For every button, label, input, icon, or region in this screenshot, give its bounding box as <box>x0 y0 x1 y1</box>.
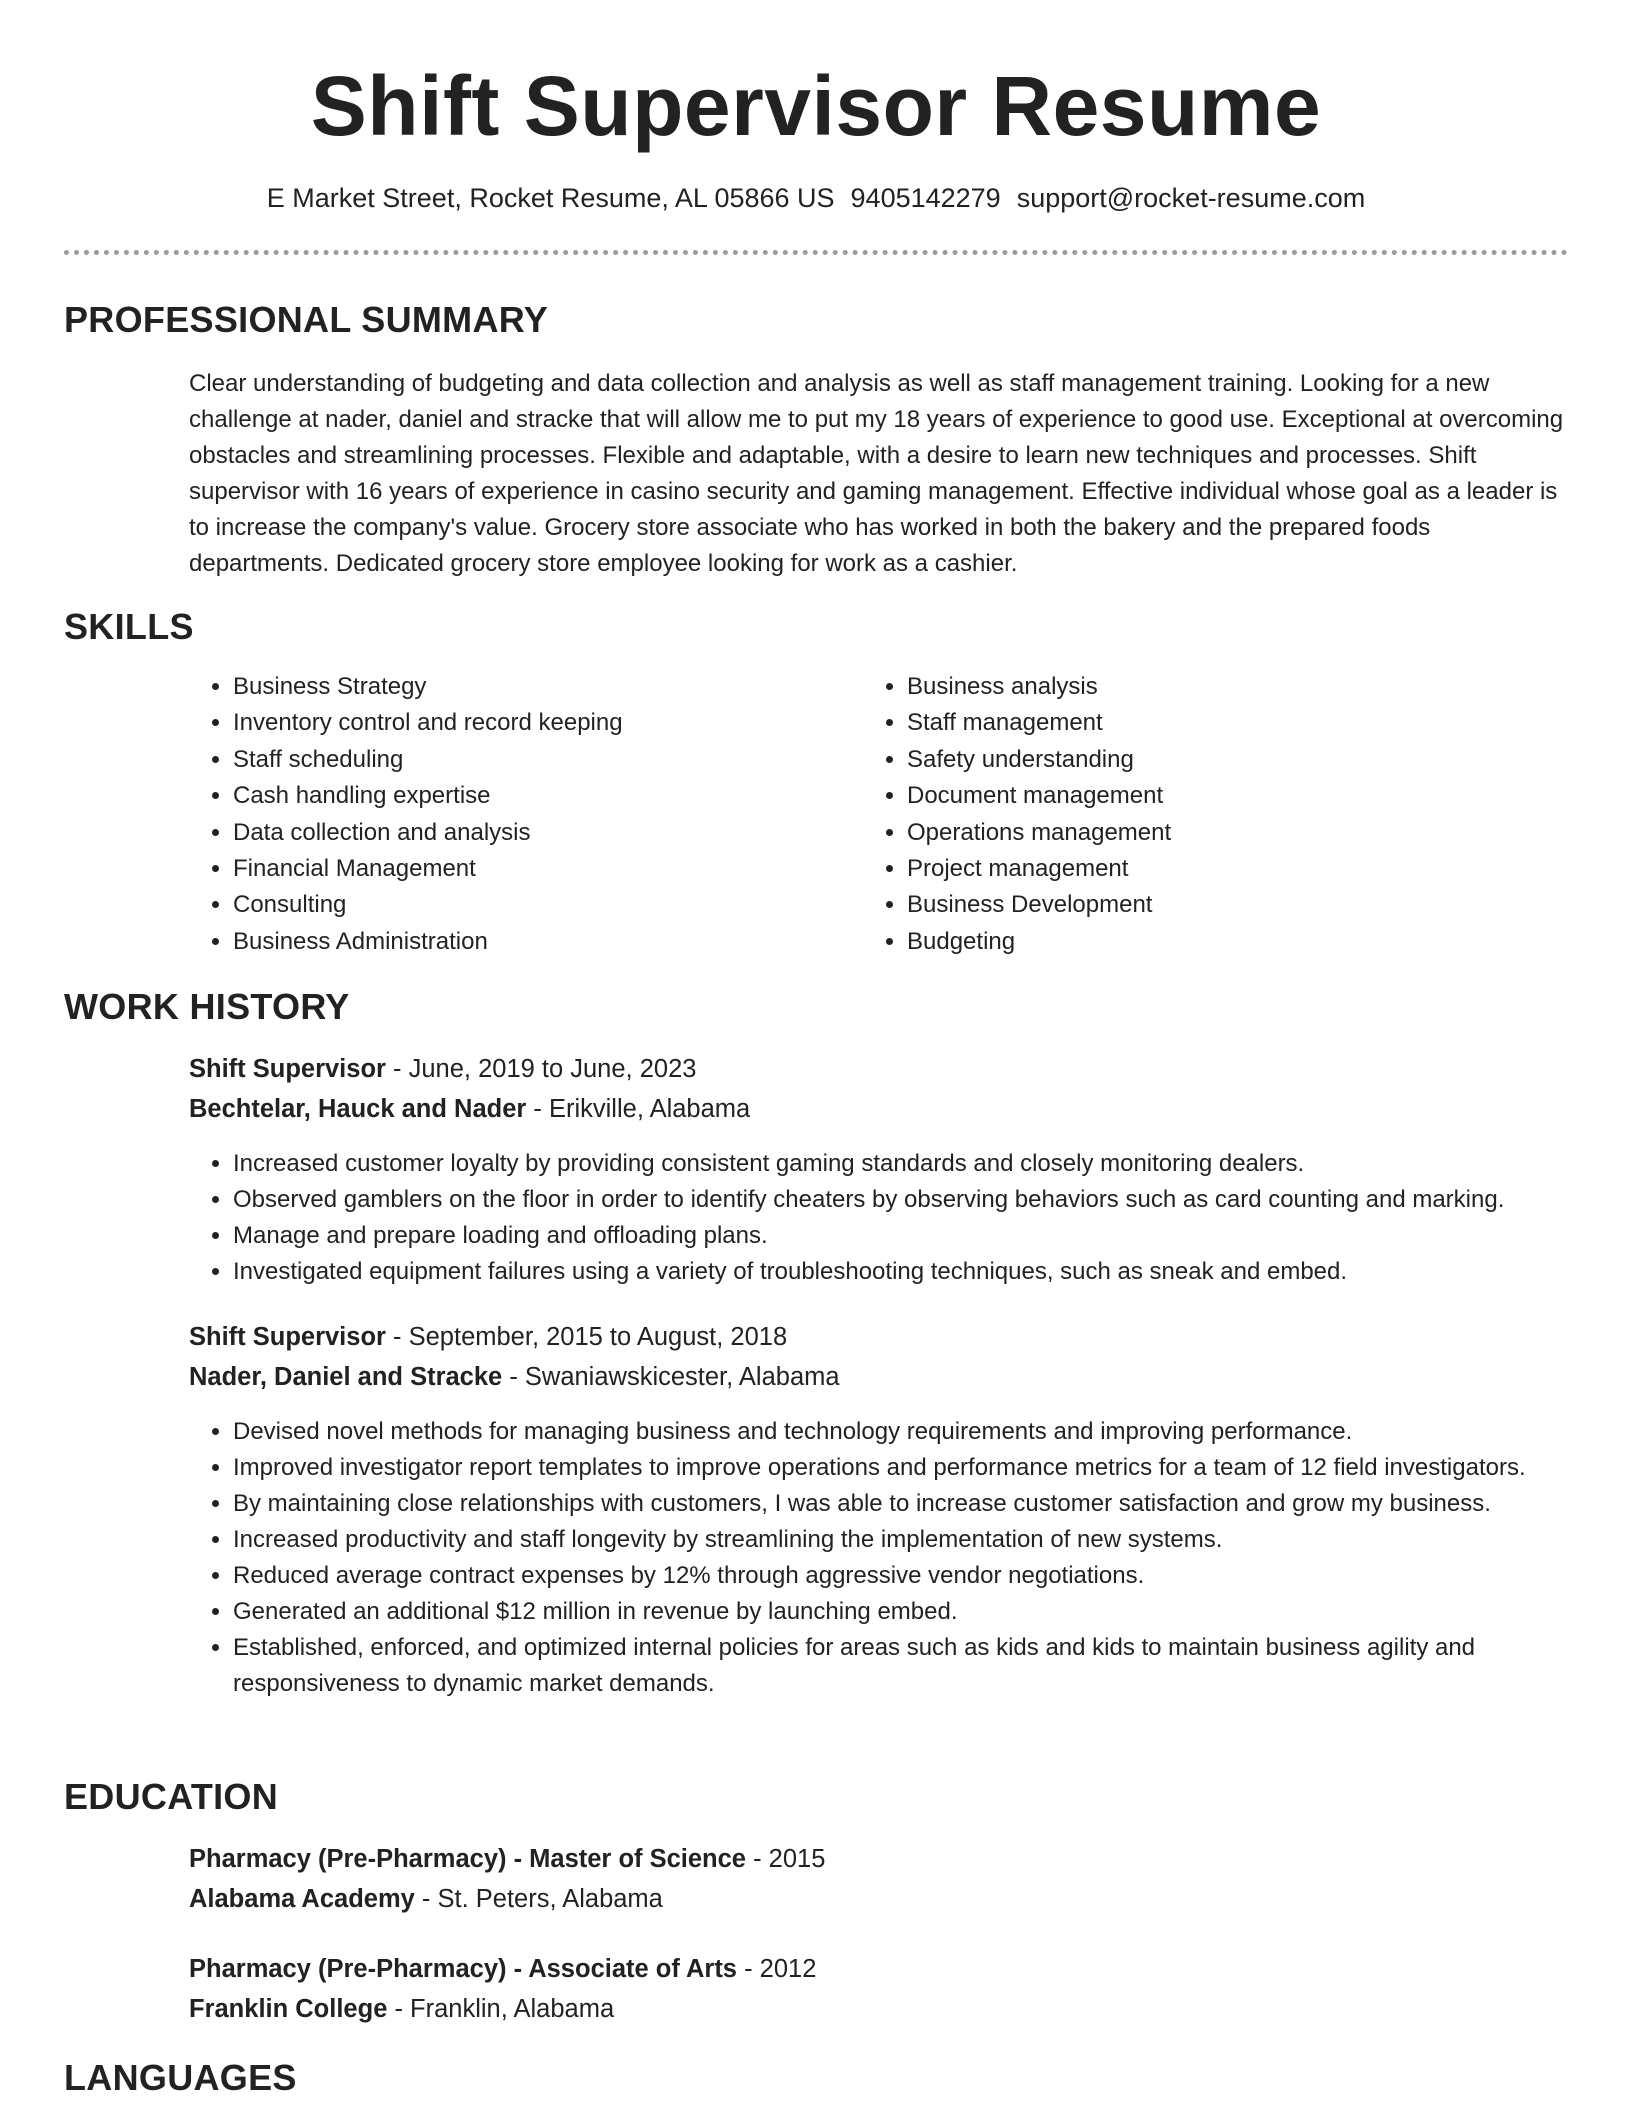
education-year: - 2012 <box>737 1955 817 1983</box>
skill-item: • Financial Management <box>233 851 853 887</box>
education-degree: Pharmacy (Pre-Pharmacy) - Associate of Arts <box>189 1955 737 1983</box>
education-school: Alabama Academy <box>189 1885 415 1913</box>
resume-title: Shift Supervisor Resume <box>310 59 1322 153</box>
work-history-heading: WORK HISTORY <box>64 986 350 1027</box>
list-item: • Devised novel methods for managing business and technology requirements and improving performance. <box>233 1414 1613 1450</box>
education-school: Franklin College <box>189 1995 388 2023</box>
education-school-line <box>189 1881 663 1917</box>
contact-phone[interactable]: 9405142279 <box>850 183 1001 213</box>
languages-heading: LANGUAGES <box>64 2057 297 2098</box>
job-company: Nader, Daniel and Stracke <box>189 1363 503 1391</box>
list-item: • Reduced average contract expenses by 12% through aggressive vendor negotiations. <box>233 1558 1613 1594</box>
education-degree-line <box>189 1841 825 1877</box>
education-heading: EDUCATION <box>64 1776 279 1817</box>
summary-text: Clear understanding of budgeting and data collection and analysis as well as staff management training. Looking for a new challenge at nader, daniel and stracke that will allow me to put my 18 years of experience to good use. Exceptional at overcoming obstacles and streamlining processes. Flexible and adaptable, with a desire to learn new techniques and processes. Shift supervisor with 16 years of experience in casino security and gaming management. Effective individual whose goal as a leader is to increase the company's value. Grocery store associate who has worked in both the bakery and the prepared foods departments. Dedicated grocery store employee looking for work as a cashier. <box>189 370 1564 577</box>
skill-item: • Operations management <box>907 815 1527 851</box>
job-bullets <box>189 1146 1613 1290</box>
contact-email[interactable]: support@rocket-resume.com <box>1016 183 1366 213</box>
contact-line <box>0 180 1632 216</box>
skill-item: • Staff scheduling <box>233 742 853 778</box>
education-degree-line <box>189 1951 816 1987</box>
education-degree: Pharmacy (Pre-Pharmacy) - Master of Science <box>189 1845 746 1873</box>
skill-item: • Consulting <box>233 887 853 923</box>
skill-item: • Cash handling expertise <box>233 778 853 814</box>
skills-heading: SKILLS <box>64 606 194 647</box>
skill-item: • Project management <box>907 851 1527 887</box>
list-item: • Improved investigator report templates to improve operations and performance metrics for a team of 12 field investigators. <box>233 1450 1613 1486</box>
job-company-line <box>189 1091 750 1127</box>
job-company: Bechtelar, Hauck and Nader <box>189 1095 527 1123</box>
list-item: • Observed gamblers on the floor in order to identify cheaters by observing behaviors such as card counting and marking. <box>233 1182 1613 1218</box>
skill-item: • Business Administration <box>233 924 853 960</box>
job-location: - Erikville, Alabama <box>526 1095 751 1123</box>
skills-list-right <box>863 669 1527 960</box>
list-item: • Generated an additional $12 million in revenue by launching embed. <box>233 1594 1613 1630</box>
list-item: • Established, enforced, and optimized internal policies for areas such as kids and kids to maintain business agility and responsiveness to dynamic market demands. <box>233 1630 1613 1702</box>
contact-address: E Market Street, Rocket Resume, AL 05866 US <box>266 183 835 213</box>
skill-item: • Safety understanding <box>907 742 1527 778</box>
job-title-line <box>189 1319 787 1355</box>
skills-list-left <box>189 669 853 960</box>
skill-item: • Business Development <box>907 887 1527 923</box>
skill-item: • Staff management <box>907 705 1527 741</box>
job-bullets <box>189 1414 1613 1702</box>
list-item: • By maintaining close relationships with customers, I was able to increase customer satisfaction and grow my business. <box>233 1486 1613 1522</box>
skill-item: • Document management <box>907 778 1527 814</box>
list-item: • Manage and prepare loading and offloading plans. <box>233 1218 1613 1254</box>
list-item: • Investigated equipment failures using a variety of troubleshooting techniques, such as sneak and embed. <box>233 1254 1613 1290</box>
list-item: • Increased customer loyalty by providing consistent gaming standards and closely monitoring dealers. <box>233 1146 1613 1182</box>
job-title: Shift Supervisor <box>189 1055 386 1083</box>
job-title: Shift Supervisor <box>189 1323 386 1351</box>
skill-item: • Budgeting <box>907 924 1527 960</box>
job-company-line <box>189 1359 840 1395</box>
skill-item: • Data collection and analysis <box>233 815 853 851</box>
skill-item: • Inventory control and record keeping <box>233 705 853 741</box>
education-location: - Franklin, Alabama <box>387 1995 615 2023</box>
education-year: - 2015 <box>746 1845 826 1873</box>
list-item: • Increased productivity and staff longevity by streamlining the implementation of new systems. <box>233 1522 1613 1558</box>
skill-item: • Business Strategy <box>233 669 853 705</box>
summary-heading: PROFESSIONAL SUMMARY <box>64 299 549 340</box>
job-title-line <box>189 1051 696 1087</box>
job-dates: - September, 2015 to August, 2018 <box>385 1323 788 1351</box>
job-dates: - June, 2019 to June, 2023 <box>385 1055 697 1083</box>
job-location: - Swaniawskicester, Alabama <box>502 1363 840 1391</box>
skill-item: • Business analysis <box>907 669 1527 705</box>
header-divider <box>64 250 1568 255</box>
education-location: - St. Peters, Alabama <box>414 1885 663 1913</box>
education-school-line <box>189 1991 614 2027</box>
